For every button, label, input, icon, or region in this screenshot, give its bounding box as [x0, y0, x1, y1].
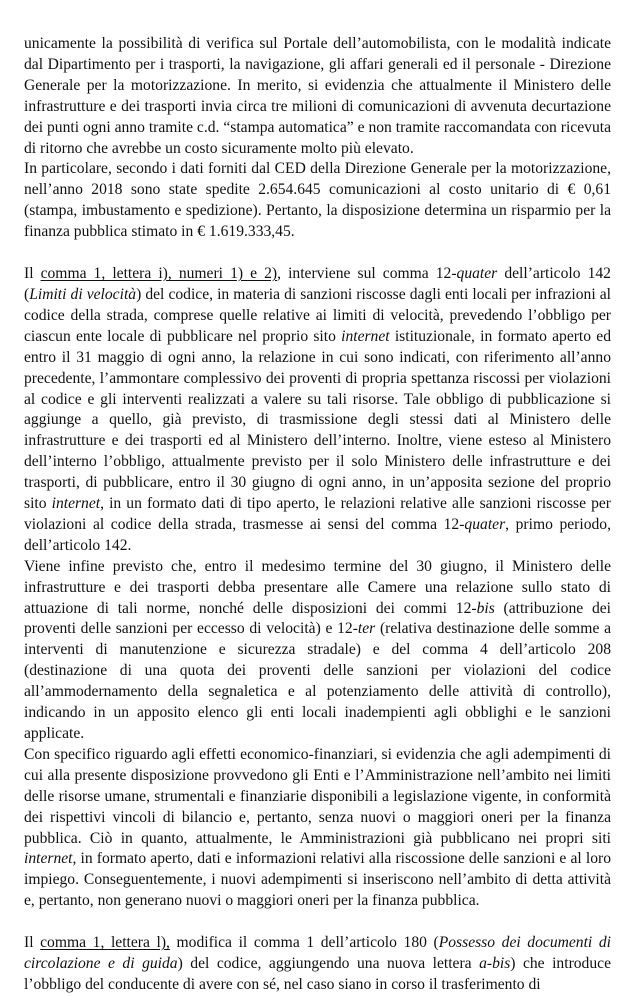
text-run: , primo periodo, dell’articolo 142. [24, 515, 611, 554]
italic-term: quater [464, 515, 506, 533]
text-run: , interviene sul comma 12- [277, 265, 457, 283]
italic-term: Limiti di velocità [29, 285, 137, 303]
text-run: Viene infine previsto che, entro il medesimo termine del 30 giugno, il Ministero delle infrastrutture e dei trasporti debba presentare alle Camere una relazione sullo stato di attuazione di tali norme, nonché delle disposizioni dei commi 12- [24, 557, 611, 617]
body-paragraph [24, 933, 611, 996]
body-paragraph [24, 745, 611, 912]
paragraph-spacer [24, 912, 611, 933]
text-run: , in un formato dati di tipo aperto, le relazioni relative alle sanzioni riscosse per violazioni al codice della strada, trasmesse ai sensi del comma 12- [24, 495, 611, 533]
italic-term: internet [51, 495, 101, 513]
text-run: (attribuzione dei proventi delle sanzioni per eccesso di velocità) e 12- [24, 599, 612, 638]
text-run: ) del codice, in materia di sanzioni riscosse dagli enti locali per infrazioni al codice della strada, comprese quelle relative ai limiti di velocità, prevedendo l’obbligo per ciascun ente locale di pubblicare nel proprio sito [24, 285, 612, 345]
italic-term: internet [341, 327, 390, 345]
text-run: istituzionale, in formato aperto ed entro il 31 maggio di ogni anno, la relazione in cui sono indicati, con riferimento all’anno precedente, l’ammontare complessivo dei proventi di propria spettanza riscossi per violazioni al codice e gli interventi realizzati a valere su tali risorse. Tale obbligo di pubblicazione si aggiunge a quello, già previsto, di trasmissione degli stessi dati al Ministero delle infrastrutture e dei trasporti ed al Ministero dell’interno. Inoltre, viene esteso al Ministero dell’interno l’obbligo, attualmente previsto per il solo Ministero delle infrastrutture e dei trasporti, di pubblicare, entro il 30 giugno di ogni anno, in un’apposita sezione del proprio sito [24, 327, 611, 513]
paragraph-spacer [24, 243, 611, 264]
text-run: ) che introduce l’obbligo del conducente di avere con sé, nel caso siano in corso il trasferimento di [24, 955, 611, 993]
text-run: modifica il comma 1 dell’articolo 180 ( [169, 934, 439, 952]
text-run: , in formato aperto, dati e informazioni relativi alla riscossione delle sanzioni e al loro impiego. Conseguentemente, i nuovi adempimenti si inseriscono nell’ambito di detta attività e, pertanto, non generano nuovi o maggiori oneri per la finanza pubblica. [24, 850, 611, 910]
italic-term: internet [24, 850, 73, 868]
italic-term: ter [357, 620, 376, 638]
text-run: Il [24, 934, 41, 952]
text-run: (relativa destinazione delle somme a interventi di manutenzione e sicurezza stradale) e del comma 4 dell’articolo 208 (destinazione di una quota dei proventi delle sanzioni per violazioni del codice all’ammodernamento della segnaletica e al potenziamento delle attività di controllo), indicando in un apposito elenco gli enti locali inadempienti agli obblighi e le sanzioni applicate. [24, 620, 611, 742]
italic-term: Possesso dei documenti di circolazione e di guida [24, 934, 611, 973]
italic-term: quater [456, 265, 498, 283]
body-paragraph [24, 264, 611, 557]
text-run: dell’articolo 142 ( [24, 265, 611, 303]
legal-reference: comma 1, lettera l), [40, 934, 170, 952]
text-run: unicamente la possibilità di verifica sul Portale dell’automobilista, con le modalità indicate dal Dipartimento per i trasporti, la navigazione, gli affari generali ed il personale - Direzione Generale per la motorizzazione. In merito, si evidenzia che attualmente il Ministero delle infrastrutture e dei trasporti invia circa tre milioni di comunicazioni di avvenuta decurtazione dei punti ogni anno tramite c.d. “stampa automatica” e non tramite raccomandata con ricevuta di ritorno che avrebbe un costo sicuramente molto più elevato. [24, 35, 611, 157]
body-paragraph [24, 159, 611, 243]
italic-term: a-bis [479, 955, 511, 973]
body-paragraph [24, 34, 611, 159]
text-run: In particolare, secondo i dati forniti dal CED della Direzione Generale per la motorizzazione, nell’anno 2018 sono state spedite 2.654.645 comunicazioni al costo unitario di € 0,61 (stampa, imbustamento e spedizione). Pertanto, la disposizione determina un risparmio per la finanza pubblica stimato in € 1.619.333,45. [24, 160, 611, 241]
italic-term: bis [476, 599, 495, 617]
legal-reference: comma 1, lettera i), numeri 1) e 2) [40, 265, 278, 283]
text-run: Il [24, 265, 41, 283]
body-paragraph [24, 557, 611, 745]
text-run: ) del codice, aggiungendo una nuova lettera [177, 955, 480, 973]
text-run: Con specifico riguardo agli effetti economico-finanziari, si evidenzia che agli adempimenti di cui alla presente disposizione provvedono gli Enti e l’Amministrazione nell’ambito nei limiti delle risorse umane, strumentali e finanziarie disponibili a legislazione vigente, in conformità dei rispettivi vincoli di bilancio e, pertanto, senza nuovi o maggiori oneri per la finanza pubblica. Ciò in quanto, attualmente, le Amministrazioni già pubblicano nei propri siti [24, 745, 611, 847]
